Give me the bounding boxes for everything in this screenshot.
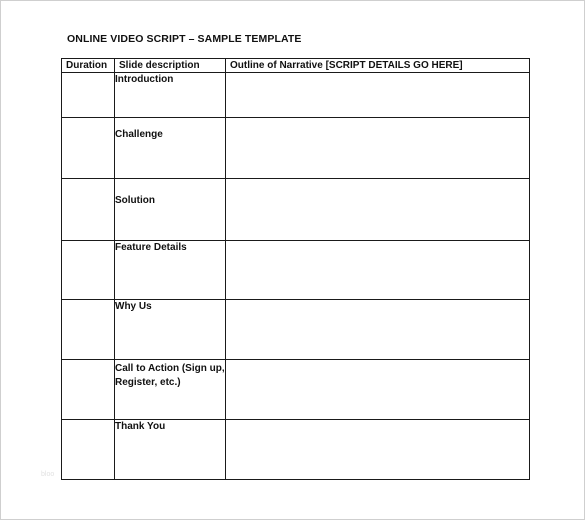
narrative-cell[interactable] xyxy=(226,179,530,241)
table-row xyxy=(62,241,530,300)
table-row xyxy=(62,360,530,420)
table-row xyxy=(62,73,530,118)
header-duration: Duration xyxy=(62,59,115,73)
duration-cell[interactable] xyxy=(62,300,115,360)
header-narrative-outline: Outline of Narrative [SCRIPT DETAILS GO HERE] xyxy=(226,59,530,73)
header-slide-description: Slide description xyxy=(115,59,226,73)
slide-description-cell: Thank You xyxy=(115,420,226,480)
table-row xyxy=(62,300,530,360)
slide-description-cell: Solution xyxy=(115,179,226,241)
table-row xyxy=(62,179,530,241)
slide-description-cell: Challenge xyxy=(115,118,226,179)
table-row xyxy=(62,420,530,480)
narrative-cell[interactable] xyxy=(226,73,530,118)
duration-cell[interactable] xyxy=(62,118,115,179)
duration-cell[interactable] xyxy=(62,360,115,420)
slide-description-cell: Call to Action (Sign up, Register, etc.) xyxy=(115,360,226,420)
slide-description-cell: Feature Details xyxy=(115,241,226,300)
narrative-cell[interactable] xyxy=(226,241,530,300)
narrative-cell[interactable] xyxy=(226,300,530,360)
duration-cell[interactable] xyxy=(62,241,115,300)
watermark-text: bloo xyxy=(41,471,55,478)
table-row xyxy=(62,118,530,179)
table-header-row xyxy=(62,59,530,73)
slide-description-cell: Introduction xyxy=(115,73,226,118)
narrative-cell[interactable] xyxy=(226,420,530,480)
narrative-cell[interactable] xyxy=(226,360,530,420)
narrative-cell[interactable] xyxy=(226,118,530,179)
slide-description-cell: Why Us xyxy=(115,300,226,360)
duration-cell[interactable] xyxy=(62,420,115,480)
duration-cell[interactable] xyxy=(62,73,115,118)
duration-cell[interactable] xyxy=(62,179,115,241)
script-table xyxy=(61,58,530,480)
document-title: ONLINE VIDEO SCRIPT – SAMPLE TEMPLATE xyxy=(67,33,302,45)
